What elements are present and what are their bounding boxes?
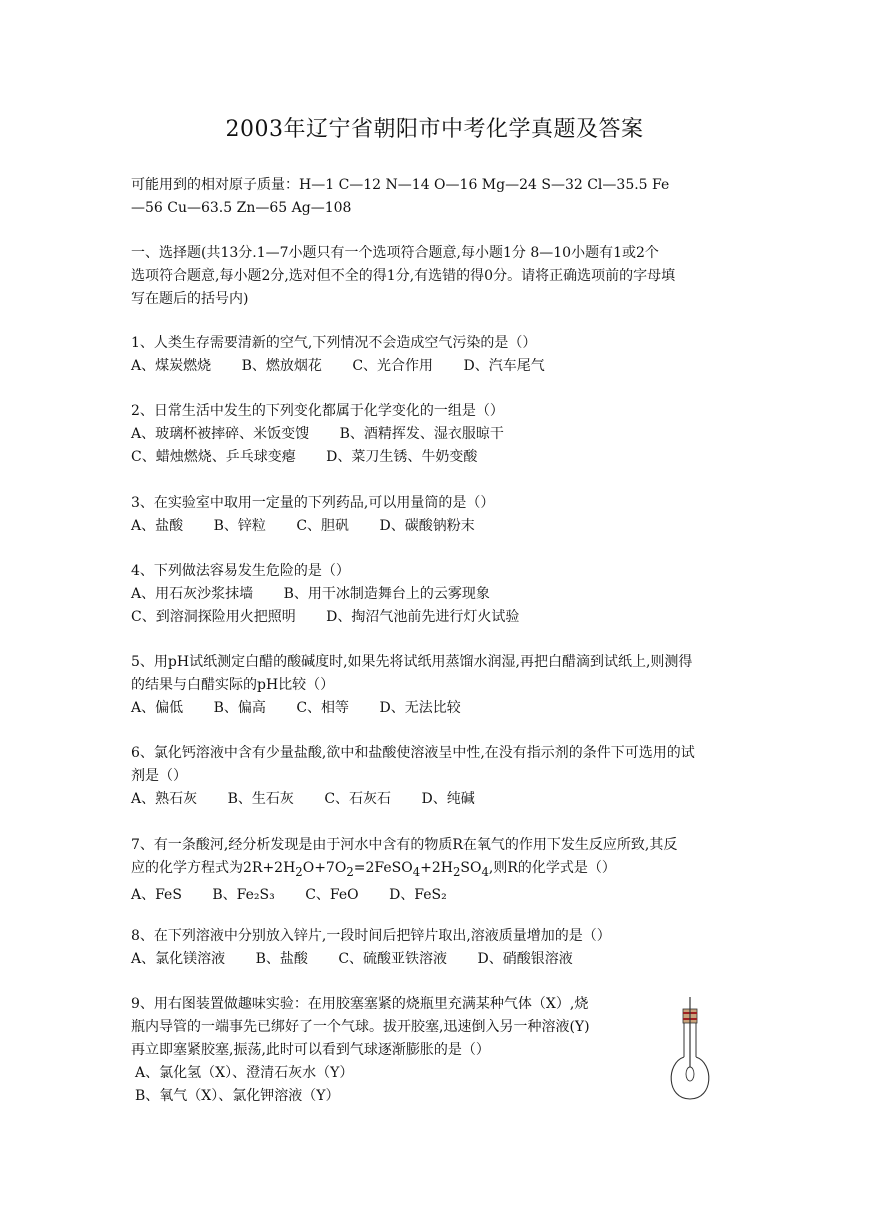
options-row bbox=[131, 355, 743, 378]
option-a: A、玻璃杯被摔碎、米饭变馊 bbox=[131, 426, 310, 442]
option-a: A、用石灰沙浆抹墙 bbox=[131, 586, 254, 602]
section-line-1: 一、选择题(共13分.1—7小题只有一个选项符合题意,每小题1分 8—10小题有1或2个 bbox=[131, 245, 659, 261]
options-row bbox=[131, 948, 743, 971]
question-text: 8、在下列溶液中分别放入锌片,一段时间后把锌片取出,溶液质量增加的是（） bbox=[131, 928, 611, 944]
option-d: D、掏沼气池前先进行灯火试验 bbox=[326, 609, 520, 625]
option-c: C、光合作用 bbox=[352, 358, 434, 374]
chemical-equation: $2R+2H_2O+7O_2=2FeSO_4+2H_2SO_4$ bbox=[243, 860, 489, 879]
question-8 bbox=[131, 925, 743, 971]
balloon bbox=[686, 1067, 694, 1081]
question-text-line-1: 7、有一条酸河,经分析发现是由于河水中含有的物质R在氧气的作用下发生反应所致,其反 bbox=[131, 837, 678, 853]
question-text-line-1: 9、用右图装置做趣味实验：在用胶塞塞紧的烧瓶里充满某种气体（X）,烧 bbox=[131, 996, 589, 1012]
options-row bbox=[131, 446, 743, 469]
question-text-line-2: 应的化学方程式为$2R+2H_2O+7O_2=2FeSO_4+2H_2SO_4$,则R的化学式是（） bbox=[131, 860, 616, 879]
section-line-2: 选项符合题意,每小题2分,选对但不全的得1分,有选错的得0分。请将正确选项前的字母填 bbox=[131, 268, 676, 284]
options-row bbox=[131, 583, 743, 606]
question-9 bbox=[131, 993, 743, 1108]
option-c: C、胆矾 bbox=[296, 518, 350, 534]
option-b: B、氧气（X）、氯化钾溶液（Y） bbox=[135, 1088, 340, 1104]
option-b: B、生石灰 bbox=[227, 791, 294, 807]
question-text: 2、日常生活中发生的下列变化都属于化学变化的一组是（） bbox=[131, 403, 504, 419]
question-text: 3、在实验室中取用一定量的下列药品,可以用量筒的是（） bbox=[131, 495, 495, 511]
option-a: A、氯化镁溶液 bbox=[131, 951, 226, 967]
option-c: C、蜡烛燃烧、乒乓球变瘪 bbox=[131, 449, 296, 465]
flask-balloon-figure bbox=[660, 995, 720, 1105]
atomic-mass-line-2: —56 Cu—63.5 Zn—65 Ag—108 bbox=[131, 200, 352, 216]
options-row bbox=[131, 606, 743, 629]
question-2 bbox=[131, 400, 743, 469]
option-b: B、Fe₂S₃ bbox=[212, 886, 275, 903]
options-row bbox=[131, 423, 743, 446]
option-c: C、硫酸亚铁溶液 bbox=[338, 951, 448, 967]
option-b: B、偏高 bbox=[213, 700, 266, 716]
question-5 bbox=[131, 651, 743, 720]
question-4 bbox=[131, 560, 743, 629]
option-a: A、盐酸 bbox=[131, 518, 184, 534]
page-title: 2003年辽宁省朝阳市中考化学真题及答案 bbox=[225, 117, 644, 142]
option-b: B、锌粒 bbox=[213, 518, 266, 534]
section-instructions bbox=[131, 242, 743, 311]
option-c: C、相等 bbox=[296, 700, 350, 716]
option-d: D、FeS₂ bbox=[389, 886, 447, 903]
question-1 bbox=[131, 332, 743, 378]
question-text-line-2: 的结果与白醋实际的pH比较（） bbox=[131, 677, 335, 693]
option-c: C、FeO bbox=[305, 886, 359, 903]
atomic-mass-note bbox=[131, 174, 743, 220]
question-3 bbox=[131, 492, 743, 538]
option-d: D、纯碱 bbox=[421, 791, 475, 807]
question-text: 1、人类生存需要清新的空气,下列情况不会造成空气污染的是（） bbox=[131, 335, 537, 351]
option-b: B、用干冰制造舞台上的云雾现象 bbox=[283, 586, 490, 602]
options-row bbox=[131, 515, 743, 538]
section-line-3: 写在题后的括号内) bbox=[131, 291, 249, 307]
option-a: A、氯化氢（X）、澄清石灰水（Y） bbox=[135, 1065, 354, 1081]
option-a: A、煤炭燃烧 bbox=[131, 358, 212, 374]
options-row bbox=[131, 788, 743, 811]
option-d: D、碳酸钠粉末 bbox=[379, 518, 475, 534]
option-d: D、菜刀生锈、牛奶变酸 bbox=[326, 449, 478, 465]
question-6 bbox=[131, 742, 743, 811]
option-c: C、到溶洞探险用火把照明 bbox=[131, 609, 296, 625]
question-text-line-3: 再立即塞紧胶塞,振荡,此时可以看到气球逐渐膨胀的是（） bbox=[131, 1042, 490, 1058]
atomic-mass-line-1: 可能用到的相对原子质量：H—1 C—12 N—14 O—16 Mg—24 S—32 Cl—35.5 Fe bbox=[131, 177, 670, 193]
question-text-line-1: 5、用pH试纸测定白醋的酸碱度时,如果先将试纸用蒸馏水润湿,再把白醋滴到试纸上,则测得 bbox=[131, 654, 693, 670]
option-a: A、FeS bbox=[131, 886, 182, 903]
option-d: D、汽车尾气 bbox=[463, 358, 545, 374]
question-7 bbox=[131, 834, 743, 907]
options-row bbox=[131, 697, 743, 720]
option-b: B、燃放烟花 bbox=[241, 358, 322, 374]
option-b: B、盐酸 bbox=[255, 951, 308, 967]
question-text-line-2: 剂是（） bbox=[131, 768, 187, 784]
option-b: B、酒精挥发、湿衣服晾干 bbox=[339, 426, 504, 442]
option-d: D、无法比较 bbox=[379, 700, 461, 716]
question-text: 4、下列做法容易发生危险的是（） bbox=[131, 563, 350, 579]
option-a: A、熟石灰 bbox=[131, 791, 198, 807]
option-c: C、石灰石 bbox=[324, 791, 392, 807]
question-text-line-1: 6、氯化钙溶液中含有少量盐酸,欲中和盐酸使溶液呈中性,在没有指示剂的条件下可选用的试 bbox=[131, 745, 695, 761]
options-row bbox=[131, 884, 743, 907]
option-d: D、硝酸银溶液 bbox=[477, 951, 573, 967]
option-a: A、偏低 bbox=[131, 700, 184, 716]
question-text-line-2: 瓶内导管的一端事先已绑好了一个气球。拔开胶塞,迅速倒入另一种溶液(Y) bbox=[131, 1019, 590, 1035]
